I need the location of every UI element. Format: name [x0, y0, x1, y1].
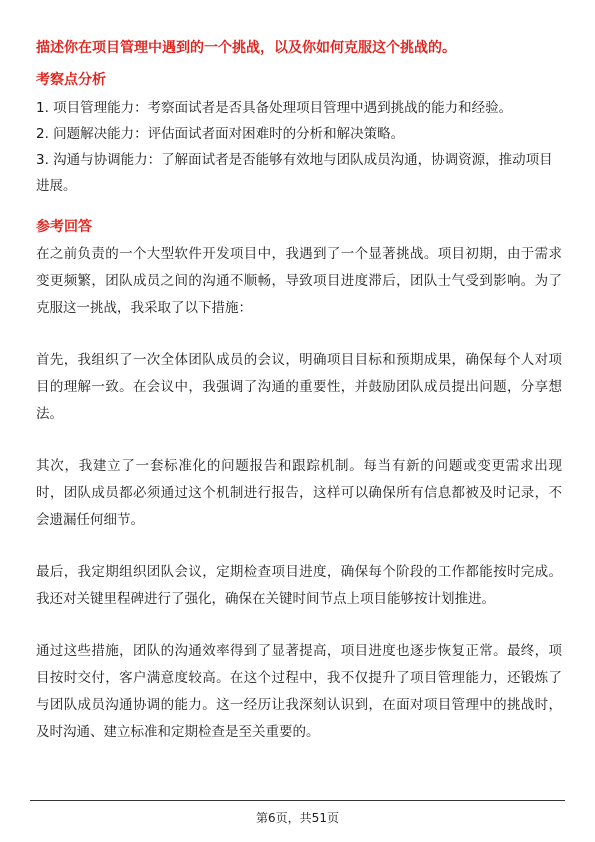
answer-paragraph: 最后，我定期组织团队会议，定期检查项目进度，确保每个阶段的工作都能按时完成。我还对关键里程碑进行了强化，确保在关键时间节点上项目能够按计划推进。 [36, 564, 562, 607]
answer-paragraph: 首先，我组织了一次全体团队成员的会议，明确项目目标和预期成果，确保每个人对项目的理解一致。在会议中，我强调了沟通的重要性，并鼓励团队成员提出问题，分享想法。 [36, 352, 562, 422]
answer-heading: 参考回答 [36, 219, 92, 235]
answer-paragraph: 在之前负责的一个大型软件开发项目中，我遇到了一个显著挑战。项目初期，由于需求变更频繁，团队成员之间的沟通不顺畅，导致项目进度滞后，团队士气受到影响。为了克服这一挑战，我采取了以下措施： [36, 246, 562, 316]
footer-divider [30, 800, 565, 801]
analysis-item: 1. 项目管理能力：考察面试者是否具备处理项目管理中遇到挑战的能力和经验。 [36, 100, 513, 116]
answer-paragraph: 其次，我建立了一套标准化的问题报告和跟踪机制。每当有新的问题或变更需求出现时，团队成员都必须通过这个机制进行报告，这样可以确保所有信息都被及时记录，不会遗漏任何细节。 [36, 458, 562, 528]
analysis-item: 2. 问题解决能力：评估面试者面对困难时的分析和解决策略。 [36, 126, 405, 142]
page-number: 第6页，共51页 [256, 811, 339, 825]
analysis-item: 3. 沟通与协调能力：了解面试者是否能够有效地与团队成员沟通，协调资源，推动项目进展。 [36, 152, 553, 194]
answer-paragraph: 通过这些措施，团队的沟通效率得到了显著提高，项目进度也逐步恢复正常。最终，项目按时交付，客户满意度较高。在这个过程中，我不仅提升了项目管理能力，还锻炼了与团队成员沟通协调的能力。这一经历让我深刻认识到，在面对项目管理中的挑战时，及时沟通、建立标准和定期检查是至关重要的。 [36, 643, 562, 740]
question-title: 描述你在项目管理中遇到的一个挑战，以及你如何克服这个挑战的。 [36, 40, 456, 56]
answer-body [36, 241, 562, 771]
analysis-list [36, 95, 561, 199]
analysis-heading: 考察点分析 [36, 72, 106, 88]
